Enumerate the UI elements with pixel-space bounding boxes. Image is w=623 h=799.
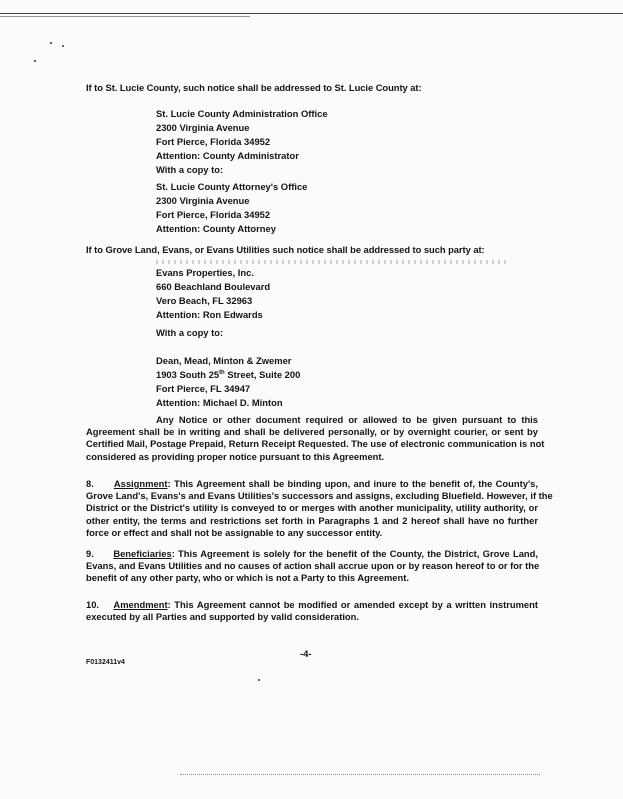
address-line: Fort Pierce, Florida 34952 <box>156 209 271 220</box>
section-number: 10. <box>86 599 100 610</box>
address-line-street <box>156 368 300 382</box>
section-heading: Beneficiaries <box>113 548 172 559</box>
paragraph-line: force or effect and shall not be assignable to any successor entity. <box>86 526 383 538</box>
address-line: Attention: Michael D. Minton <box>156 397 283 408</box>
scan-speck <box>62 45 64 47</box>
street-name: Street, Suite 200 <box>224 369 301 380</box>
street-number: 1903 South 25 <box>156 369 220 380</box>
paragraph-line: Grove Land's, Evans's and Evans Utilities's successors and assigns, excluding Bluefield. However, if the <box>86 490 553 502</box>
scan-speck <box>34 60 36 62</box>
scan-noise <box>156 260 506 264</box>
address-line: 660 Beachland Boulevard <box>156 281 271 292</box>
scan-speck <box>50 42 52 44</box>
address-line: With a copy to: <box>156 164 224 175</box>
section-number: 9. <box>86 548 94 559</box>
section-8-assignment <box>86 478 553 539</box>
section-number: 8. <box>86 478 94 489</box>
section-text: : This Agreement is solely for the benefit of the County, the District, Grove Land, <box>171 548 538 559</box>
address-line: Dean, Mead, Minton & Zwemer <box>156 355 292 366</box>
address-line: Vero Beach, FL 32963 <box>156 295 253 306</box>
scan-top-rule-secondary <box>0 16 250 17</box>
address-line: Attention: County Attorney <box>156 223 276 234</box>
page-number: -4- <box>300 648 312 659</box>
dean-address-block <box>156 354 300 410</box>
with-copy-label <box>156 326 223 340</box>
section-10-amendment <box>86 599 538 623</box>
paragraph-line: benefit of any other party, who or which is not a Party to this Agreement. <box>86 572 409 584</box>
address-line: Evans Properties, Inc. <box>156 267 254 278</box>
notice-paragraph <box>86 414 545 463</box>
scan-top-rule <box>0 13 623 14</box>
section-9-beneficiaries <box>86 548 538 585</box>
county-address-block <box>156 107 328 177</box>
document-id: F0132411v4 <box>86 659 125 666</box>
with-copy-text: With a copy to: <box>156 327 224 338</box>
county-attorney-address-block <box>156 180 307 236</box>
address-line: Fort Pierce, FL 34947 <box>156 383 251 394</box>
street-ordinal: th <box>219 369 225 376</box>
address-line: St. Lucie County Administration Office <box>156 108 328 119</box>
notice-grove-heading: If to Grove Land, Evans, or Evans Utilities such notice shall be addressed to such party at: <box>86 244 485 255</box>
section-first-line <box>86 548 538 560</box>
section-text: : This Agreement shall be binding upon, and inure to the benefit of, the County's, <box>167 478 538 489</box>
address-line: 2300 Virginia Avenue <box>156 195 250 206</box>
section-first-line <box>86 599 538 611</box>
paragraph-line: Agreement shall be in writing and shall be delivered personally, or by overnight courier, or sent by <box>86 426 538 438</box>
paragraph-line: Certified Mail, Postage Prepaid, Return Receipt Requested. The use of electronic communication is not <box>86 438 545 450</box>
paragraph-line: considered as providing proper notice pursuant to this Agreement. <box>86 450 385 462</box>
paragraph-line: Any Notice or other document required or allowed to be given pursuant to this <box>156 414 538 425</box>
address-line: St. Lucie County Attorney's Office <box>156 181 308 192</box>
address-line: Fort Pierce, Florida 34952 <box>156 136 271 147</box>
address-line: Attention: County Administrator <box>156 150 299 161</box>
paragraph-line: other entity, the terms and restrictions set forth in Paragraphs 1 and 2 hereof shall have no further <box>86 514 538 526</box>
paragraph-line: Evans, and Evans Utilities and no causes of action shall accrue upon or by reason hereof to or for the <box>86 560 540 572</box>
evans-address-block <box>156 266 270 322</box>
section-heading: Amendment <box>113 599 168 610</box>
address-line: 2300 Virginia Avenue <box>156 122 250 133</box>
address-line: Attention: Ron Edwards <box>156 309 263 320</box>
section-heading: Assignment <box>113 478 168 489</box>
scan-speck <box>258 679 260 681</box>
section-text: : This Agreement cannot be modified or amended except by a written instrument <box>167 599 538 610</box>
scan-bottom-rule <box>180 774 540 776</box>
paragraph-line: District or the District's utility is conveyed to or merges with another municipality, utility authority, or <box>86 502 538 514</box>
section-first-line <box>86 478 538 490</box>
paragraph-line: executed by all Parties and supported by valid consideration. <box>86 611 359 623</box>
notice-county-heading: If to St. Lucie County, such notice shall be addressed to St. Lucie County at: <box>86 82 422 93</box>
